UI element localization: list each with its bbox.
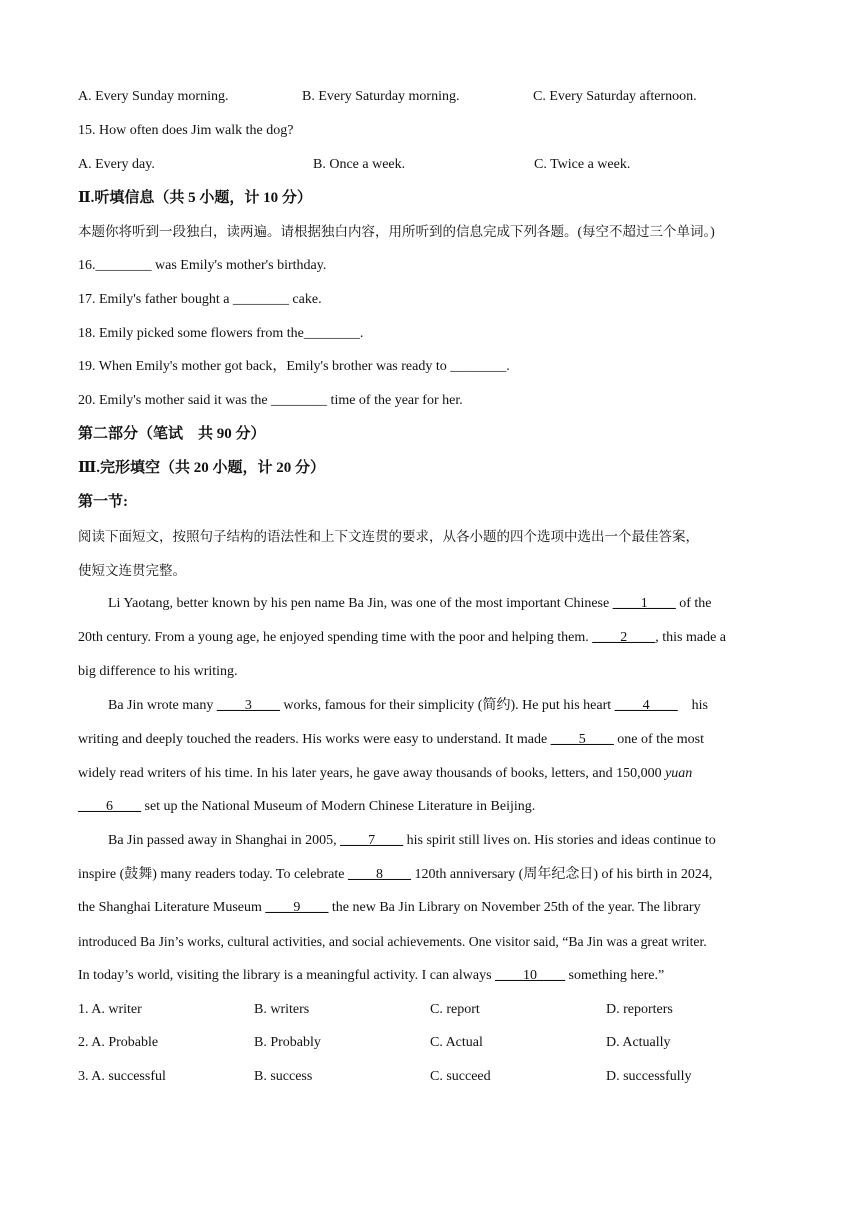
q15-option-c: C. Twice a week. [534,157,631,172]
passage-text: Li Yaotang, better known by his pen name Ba Jin, was one of the most important Chinese [108,596,610,611]
passage-text: works, famous for their simplicity (简约). He put his heart [283,698,612,713]
choice-1-b: B. writers [254,1002,310,1017]
passage-text: In today’s world, visiting the library is a meaningful activity. I can always [78,968,492,983]
passage-p1-line3: big difference to his writing. [78,664,238,679]
q14-option-c: C. Every Saturday afternoon. [533,89,697,104]
passage-text: the Shanghai Literature Museum [78,900,262,915]
choice-1-c: C. report [430,1002,480,1017]
choice-2-c: C. Actual [430,1035,483,1050]
passage-p2-line2 [78,730,704,750]
q15-stem: 15. How often does Jim walk the dog? [78,123,294,138]
blank-6: ____6____ [78,799,141,814]
passage-text: Ba Jin passed away in Shanghai in 2005, [108,833,337,848]
choice-2-a: 2. A. Probable [78,1035,159,1050]
q15-option-b: B. Once a week. [313,157,406,172]
section2-instruction: 本题你将听到一段独白，读两遍。请根据独白内容，用所听到的信息完成下列各题。(每空不超过三个单词。) [78,224,715,239]
choice-3-d: D. successfully [606,1069,692,1084]
passage-p1-line1 [108,594,711,614]
passage-text: one of the most [617,732,704,747]
passage-p2-line3 [78,764,692,784]
passage-p3-line3 [78,898,701,918]
passage-text: his spirit still lives on. His stories and ideas continue to [406,833,716,848]
q16: 16.________ was Emily's mother's birthday. [78,258,327,273]
blank-8: ____8____ [347,867,411,882]
passage-text: of the [679,596,712,611]
choice-1-d: D. reporters [606,1002,673,1017]
passage-text: 120th anniversary (周年纪念日) of his birth in 2024, [414,867,713,882]
blank-1: ____1____ [612,596,676,611]
choice-3-c: C. succeed [430,1069,491,1084]
passage-text: , this made a [655,630,727,645]
passage-p3-line1 [108,831,716,851]
blank-5: ____5____ [550,732,614,747]
blank-3: ____3____ [216,698,280,713]
passage-text: something here.” [568,968,665,983]
passage-text: Ba Jin wrote many [108,698,214,713]
section3-subheading: 第一节: [78,494,128,510]
passage-text: writing and deeply touched the readers. His works were easy to understand. It made [78,732,548,747]
section3-heading: Ⅲ.完形填空（共 20 小题，计 20 分） [78,460,326,476]
blank-7: ____7____ [340,833,404,848]
blank-2: ____2____ [592,630,656,645]
q14-option-a: A. Every Sunday morning. [78,89,229,104]
passage-text: set up the National Museum of Modern Chinese Literature in Beijing. [144,799,536,814]
choice-3-b: B. success [254,1069,313,1084]
passage-text: his [691,698,708,713]
q19: 19. When Emily's mother got back，Emily's brother was ready to ________. [78,359,510,374]
passage-p3-line5 [78,966,664,986]
q18: 18. Emily picked some flowers from the________. [78,326,364,341]
q17: 17. Emily's father bought a ________ cake. [78,292,322,307]
passage-p3-line2 [78,865,712,885]
choice-3-a: 3. A. successful [78,1069,166,1084]
blank-9: ____9____ [265,900,329,915]
choice-1-a: 1. A. writer [78,1002,142,1017]
section3-instruction-2: 使短文连贯完整。 [78,563,186,578]
passage-text: the new Ba Jin Library on November 25th of the year. The library [331,900,701,915]
passage-text: 20th century. From a young age, he enjoyed spending time with the poor and helping them. [78,630,589,645]
part2-heading: 第二部分（笔试 共 90 分） [78,426,266,442]
choice-2-b: B. Probably [254,1035,321,1050]
blank-10: ____10____ [495,968,566,983]
passage-p2-line4 [78,797,535,817]
passage-text: widely read writers of his time. In his later years, he gave away thousands of books, letters, and 150,000 [78,766,662,781]
passage-text: inspire (鼓舞) many readers today. To celebrate [78,867,345,882]
passage-text-italic: yuan [665,766,693,781]
blank-4: ____4____ [614,698,678,713]
section3-instruction-1: 阅读下面短文，按照句子结构的语法性和上下文连贯的要求，从各小题的四个选项中选出一个最佳答案， [78,529,699,544]
passage-p1-line2 [78,628,726,648]
q14-option-b: B. Every Saturday morning. [302,89,460,104]
section2-heading: Ⅱ.听填信息（共 5 小题，计 10 分） [78,190,312,206]
passage-p3-line4: introduced Ba Jin’s works, cultural activities, and social achievements. One visitor said, “Ba Jin was a great writer. [78,934,707,949]
q15-option-a: A. Every day. [78,157,155,172]
q20: 20. Emily's mother said it was the ________ time of the year for her. [78,393,463,408]
choice-2-d: D. Actually [606,1035,671,1050]
passage-p2-line1 [108,696,708,716]
